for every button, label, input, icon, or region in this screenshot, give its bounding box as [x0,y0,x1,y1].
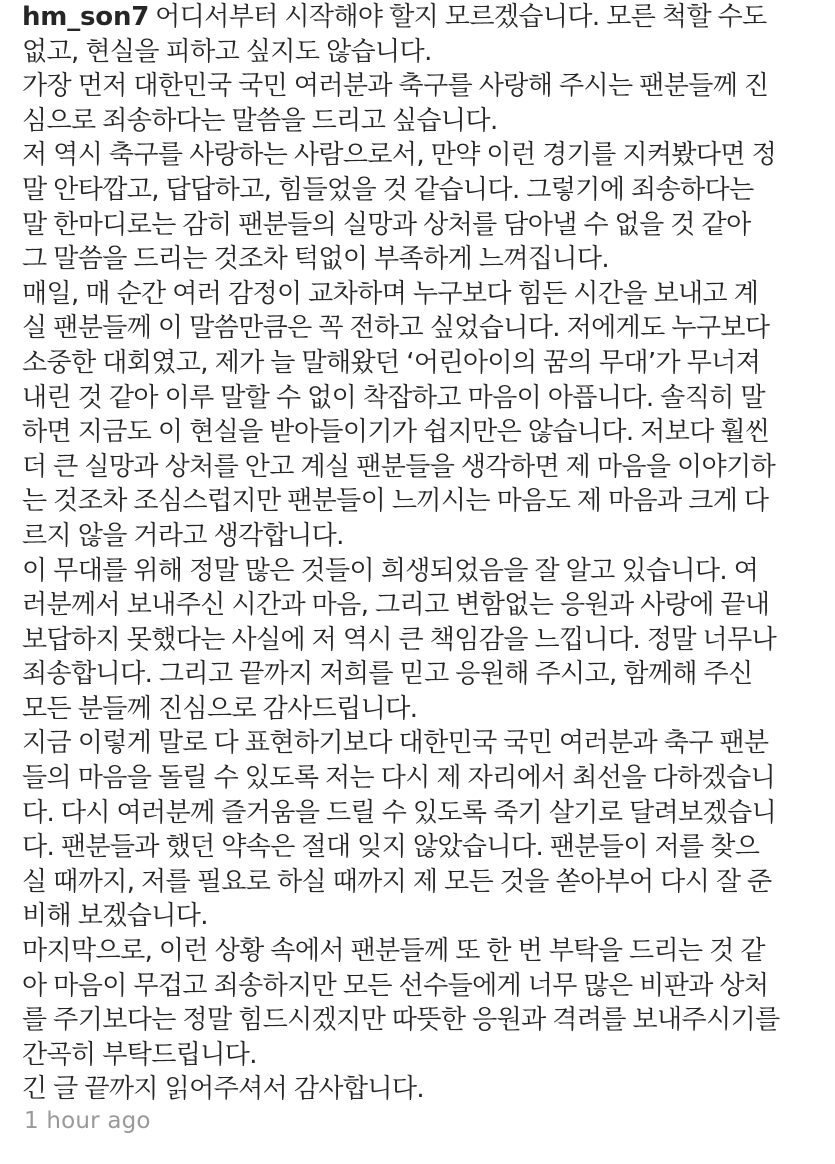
caption-line: 비해 보겠습니다. [22,901,208,932]
caption-line: 는 것조차 조심스럽지만 팬분들이 느끼시는 마음도 제 마음과 크게 다 [22,486,769,517]
caption-line: 실 팬분들께 이 말씀만큼은 꼭 전하고 싶었습니다. 저에게도 누구보다 [22,313,770,344]
caption-line: 죄송합니다. 그리고 끝까지 저희를 믿고 응원해 주시고, 함께해 주신 [22,659,753,690]
caption-line-0 [22,0,822,35]
caption-line: 다. 팬분들과 했던 약속은 절대 잊지 않았습니다. 팬분들이 저를 찾으 [22,832,760,863]
caption-text: 어디서부터 시작해야 할지 모르겠습니다. 모른 척할 수도 [155,2,767,32]
caption-line: 더 큰 실망과 상처를 안고 계실 팬분들을 생각하면 제 마음을 이야기하 [22,451,776,482]
caption-line: 간곡히 부탁드립니다. [22,1039,257,1070]
caption-line: 매일, 매 순간 여러 감정이 교차하며 누구보다 힘든 시간을 보내고 계 [22,278,759,309]
caption-line: 긴 글 끝까지 읽어주셔서 감사합니다. [22,1074,425,1105]
caption-line: 러분께서 보내주신 시간과 마음, 그리고 변함없는 응원과 사랑에 끝내 [22,590,770,621]
caption-line: 지금 이렇게 말로 다 표현하기보다 대한민국 국민 여러분과 축구 팬분 [22,728,769,759]
caption-line: 들의 마음을 돌릴 수 있도록 저는 다시 제 자리에서 최선을 다하겠습니 [22,763,776,794]
caption-line: 소중한 대회였고, 제가 늘 말해왔던 ‘어린아이의 꿈의 무대’가 무너져 [22,347,761,378]
post-caption [22,0,822,1107]
caption-line: 모든 분들께 진심으로 감사드립니다. [22,693,418,724]
caption-line: 내린 것 같아 이루 말할 수 없이 착잡하고 마음이 아픕니다. 솔직히 말 [22,382,765,413]
caption-line: 다. 다시 여러분께 즐거움을 드릴 수 있도록 죽기 살기로 달려보겠습니 [22,797,777,828]
caption-line: 저 역시 축구를 사랑하는 사람으로서, 만약 이런 경기를 지켜봤다면 정 [22,140,777,171]
username-link[interactable]: hm_son7 [22,2,150,32]
caption-line: 말 한마디로는 감히 팬분들의 실망과 상처를 담아낼 수 없을 것 같아 [22,209,751,240]
caption-line: 하면 지금도 이 현실을 받아들이기가 쉽지만은 않습니다. 저보다 훨씬 [22,417,770,448]
caption-line: 보답하지 못했다는 사실에 저 역시 큰 책임감을 느낍니다. 정말 너무나 [22,624,777,655]
caption-line: 이 무대를 위해 정말 많은 것들이 희생되었음을 잘 알고 있습니다. 여 [22,555,759,586]
caption-line: 없고, 현실을 피하고 싶지도 않습니다. [22,36,432,67]
caption-line: 말 안타깝고, 답답하고, 힘들었을 것 같습니다. 그렇기에 죄송하다는 [22,174,754,205]
caption-line: 가장 먼저 대한민국 국민 여러분과 축구를 사랑해 주시는 팬분들께 진 [22,71,769,102]
caption-line: 마지막으로, 이런 상황 속에서 팬분들께 또 한 번 부탁을 드리는 것 같 [22,936,765,967]
caption-line: 를 주기보다는 정말 힘드시겠지만 따뜻한 응원과 격려를 보내주시기를 [22,1005,780,1036]
post-timestamp[interactable]: 1 hour ago [24,1108,151,1134]
caption-line: 실 때까지, 저를 필요로 하실 때까지 제 모든 것을 쏟아부어 다시 잘 준 [22,866,772,897]
caption-line: 그 말씀을 드리는 것조차 턱없이 부족하게 느껴집니다. [22,244,610,275]
caption-line: 아 마음이 무겁고 죄송하지만 모든 선수들에게 너무 많은 비판과 상처 [22,970,769,1001]
caption-line: 르지 않을 거라고 생각합니다. [22,520,344,551]
caption-line: 심으로 죄송하다는 말씀을 드리고 싶습니다. [22,105,498,136]
